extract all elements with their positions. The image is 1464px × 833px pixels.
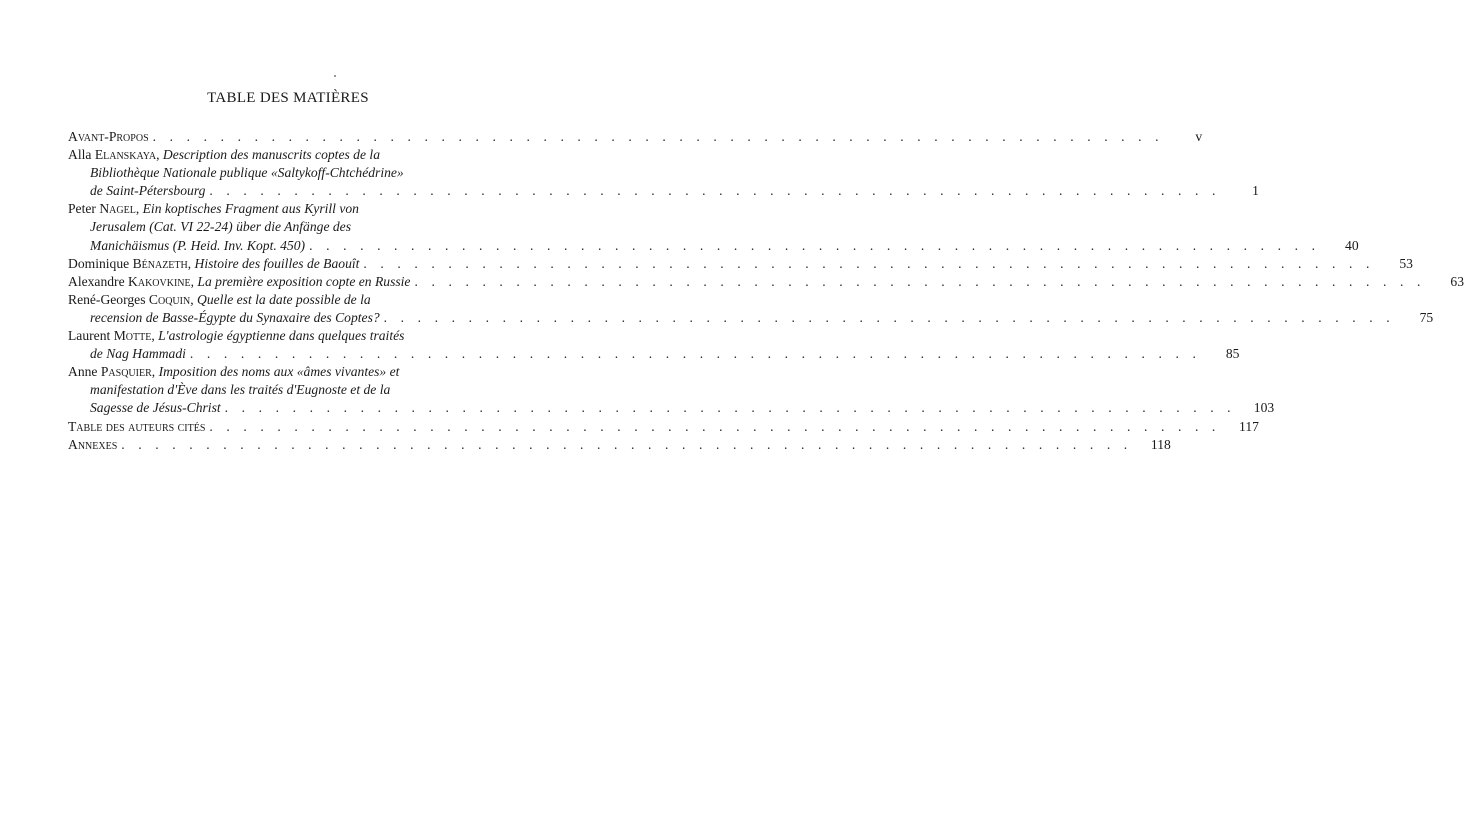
section-title: Annexes: [68, 436, 118, 452]
leader-dots: . . . . . . . . . . . . . . . . . . . . . . . . . . . . . . . . . . . . . . . . . . . . . . . . . . . . . . . . . . . .: [209, 183, 1229, 199]
section-title: Table des auteurs cités: [68, 418, 206, 434]
leader-dots: . . . . . . . . . . . . . . . . . . . . . . . . . . . . . . . . . . . . . . . . . . . . . . . . . . . . . . . . . . . .: [121, 436, 1141, 452]
page-number: v: [1195, 129, 1203, 144]
article-title-line: Bibliothèque Nationale publique «Saltykoff-Chtchédrine»: [90, 165, 404, 181]
article-title-line: manifestation d'Ève dans les traités d'Eugnoste et de la: [90, 382, 391, 398]
article-title-line: recension de Basse-Égypte du Synaxaire des Coptes?: [90, 309, 380, 325]
page-number: 103: [1253, 400, 1275, 416]
author-first-name: René-Georges: [68, 291, 146, 307]
toc-entry-motte[interactable]: Laurent Motte, L'astrologie égyptienne dans quelques traités de Nag Hammadi . . . . . . . . . . . . . . . . . . . . . . . . . . . . . . . . . . . . . . . . . . . . . . . . . . . . . . . . . . . . 85: [68, 327, 504, 363]
table-of-contents: [68, 128, 1464, 454]
author-last-name: Kakovkine: [128, 273, 191, 289]
leader-dots: . . . . . . . . . . . . . . . . . . . . . . . . . . . . . . . . . . . . . . . . . . . . . . . . . . . . . . . . . . . .: [209, 418, 1229, 434]
toc-entry-elanskaya[interactable]: Alla Elanskaya, Description des manuscrits coptes de la Bibliothèque Nationale publique «Saltykoff-Chtchédrine» de Saint-Pétersbourg . . . . . . . . . . . . . . . . . . . . . . . . . . . . . . . . . . . . . . . . . . . . . . . . . . . . . . . . . . . . 1: [68, 146, 504, 200]
page-number: 53: [1399, 255, 1413, 271]
author-last-name: Bénazeth: [132, 255, 188, 271]
author-last-name: Nagel: [99, 201, 136, 217]
toc-entry-auteurs-cites[interactable]: [68, 418, 1259, 436]
stray-mark: [334, 75, 336, 77]
article-title-line: de Saint-Pétersbourg: [90, 183, 206, 199]
author-last-name: Elanskaya: [94, 147, 157, 163]
leader-dots: . . . . . . . . . . . . . . . . . . . . . . . . . . . . . . . . . . . . . . . . . . . . . . . . . . . . . . . . . . . .: [152, 129, 1173, 144]
leader-dots: . . . . . . . . . . . . . . . . . . . . . . . . . . . . . . . . . . . . . . . . . . . . . . . . . . . . . . . . . . . .: [383, 309, 1404, 325]
page-number: 117: [1239, 418, 1259, 434]
leader-dots: . . . . . . . . . . . . . . . . . . . . . . . . . . . . . . . . . . . . . . . . . . . . . . . . . . . . . . . . . . . .: [414, 273, 1434, 289]
article-title-line: La première exposition copte en Russie: [197, 273, 411, 289]
author-last-name: Pasquier: [100, 364, 152, 380]
page-number: 40: [1345, 237, 1359, 253]
leader-dots: . . . . . . . . . . . . . . . . . . . . . . . . . . . . . . . . . . . . . . . . . . . . . . . . . . . . . . . . . . . .: [224, 400, 1245, 416]
page-number: 75: [1419, 309, 1434, 325]
article-title-line: Jerusalem (Cat. VI 22-24) über die Anfänge des: [90, 219, 351, 235]
article-title-line: de Nag Hammadi: [90, 346, 186, 362]
toc-entry-annexes[interactable]: [68, 436, 1171, 454]
article-title-line: Imposition des noms aux «âmes vivantes» et: [158, 364, 400, 380]
article-title-line: L'astrologie égyptienne dans quelques traités: [158, 328, 405, 344]
article-title-line: Quelle est la date possible de la: [197, 291, 371, 307]
toc-entry-coquin[interactable]: René-Georges Coquin, Quelle est la date possible de la recension de Basse-Égypte du Synaxaire des Coptes? . . . . . . . . . . . . . . . . . . . . . . . . . . . . . . . . . . . . . . . . . . . . . . . . . . . . . . . . . . . . 75: [68, 291, 504, 327]
page-number: 1: [1252, 183, 1259, 199]
author-first-name: Laurent: [68, 328, 111, 344]
page-title: TABLE DES MATIÈRES: [207, 90, 369, 106]
author-last-name: Coquin: [148, 291, 191, 307]
toc-entry-nagel[interactable]: Peter Nagel, Ein koptisches Fragment aus Kyrill von Jerusalem (Cat. VI 22-24) über die Anfänge des Manichäismus (P. Heid. Inv. Kopt. 450) . . . . . . . . . . . . . . . . . . . . . . . . . . . . . . . . . . . . . . . . . . . . . . . . . . . . . . . . . . . . 40: [68, 200, 504, 254]
author-first-name: Alexandre: [68, 273, 125, 289]
toc-entry-kakovkine[interactable]: Alexandre Kakovkine, La première exposition copte en Russie . . . . . . . . . . . . . . . . . . . . . . . . . . . . . . . . . . . . . . . . . . . . . . . . . . . . . . . . . . . . 63: [68, 273, 504, 291]
page-number: 118: [1150, 436, 1171, 452]
article-title-line: Description des manuscrits coptes de la: [162, 147, 380, 163]
author-first-name: Peter: [68, 201, 96, 217]
author-first-name: Dominique: [68, 255, 130, 271]
leader-dots: . . . . . . . . . . . . . . . . . . . . . . . . . . . . . . . . . . . . . . . . . . . . . . . . . . . . . . . . . . . .: [363, 255, 1383, 271]
leader-dots: . . . . . . . . . . . . . . . . . . . . . . . . . . . . . . . . . . . . . . . . . . . . . . . . . . . . . . . . . . . .: [189, 346, 1210, 362]
author-first-name: Alla: [68, 147, 92, 163]
author-last-name: Motte: [113, 328, 152, 344]
leader-dots: . . . . . . . . . . . . . . . . . . . . . . . . . . . . . . . . . . . . . . . . . . . . . . . . . . . . . . . . . . . .: [309, 237, 1329, 253]
article-title-line: Sagesse de Jésus-Christ: [90, 400, 221, 416]
toc-entry-pasquier[interactable]: Anne Pasquier, Imposition des noms aux «âmes vivantes» et manifestation d'Ève dans les traités d'Eugnoste et de la Sagesse de Jésus-Christ . . . . . . . . . . . . . . . . . . . . . . . . . . . . . . . . . . . . . . . . . . . . . . . . . . . . . . . . . . . . 103: [68, 363, 504, 417]
page-number: 85: [1225, 346, 1240, 362]
section-title: Avant-Propos: [68, 129, 149, 144]
author-first-name: Anne: [68, 364, 98, 380]
article-title-line: Manichäismus (P. Heid. Inv. Kopt. 450): [90, 237, 306, 253]
article-title-line: Histoire des fouilles de Baouît: [194, 255, 360, 271]
page-number: 63: [1450, 273, 1464, 289]
toc-entry-avant-propos[interactable]: [68, 128, 1203, 146]
article-title-line: Ein koptisches Fragment aus Kyrill von: [142, 201, 359, 217]
toc-entry-benazeth[interactable]: Dominique Bénazeth, Histoire des fouilles de Baouît . . . . . . . . . . . . . . . . . . . . . . . . . . . . . . . . . . . . . . . . . . . . . . . . . . . . . . . . . . . . 53: [68, 255, 504, 273]
